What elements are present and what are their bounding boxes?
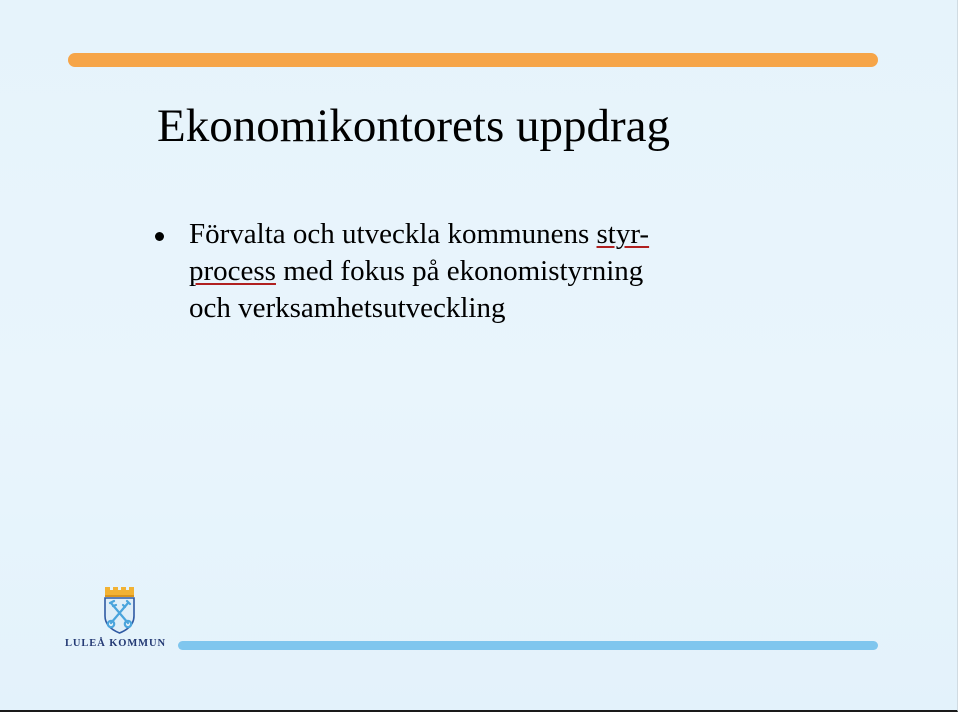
slide-title: Ekonomikontorets uppdrag	[157, 100, 671, 152]
bullet-text-segment: Förvalta och utveckla kommunens	[189, 218, 597, 250]
logo-text: LULEÅ KOMMUN	[65, 638, 166, 649]
bullet-item	[155, 216, 775, 327]
bullet-line	[189, 253, 775, 290]
spellcheck-flagged-word: process	[189, 255, 276, 287]
bullet-line	[189, 216, 775, 253]
lulea-kommun-logo	[62, 586, 176, 652]
crossed-keys-coat-of-arms-icon	[101, 586, 138, 634]
bullet-dot-icon	[155, 232, 164, 241]
bullet-line: och verksamhetsutveckling	[189, 292, 506, 324]
bottom-accent-bar	[178, 641, 878, 650]
top-accent-bar	[68, 53, 878, 67]
bullet-text-segment: med fokus på ekonomistyrning	[275, 255, 644, 287]
spellcheck-flagged-word: styr-	[596, 218, 650, 250]
bullet-list	[155, 216, 775, 327]
